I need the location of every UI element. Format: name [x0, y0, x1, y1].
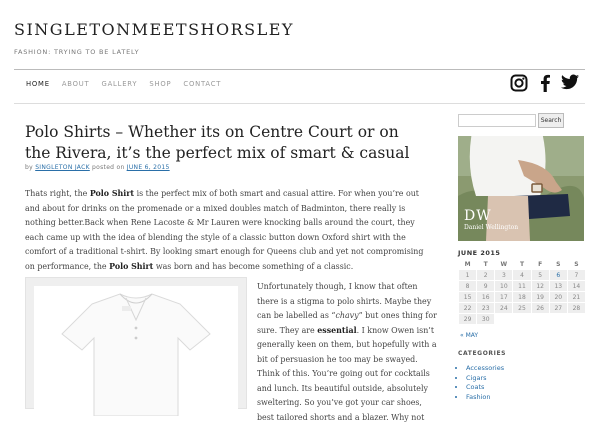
- nav-item-about[interactable]: ABOUT: [61, 80, 90, 88]
- calendar-day: 23: [477, 303, 495, 314]
- twitter-icon[interactable]: [561, 74, 579, 90]
- calendar-day: 14: [567, 281, 585, 292]
- sidebar-ad-photo[interactable]: [458, 136, 584, 241]
- facebook-icon[interactable]: [539, 74, 551, 92]
- calendar-day: 12: [531, 281, 549, 292]
- categories-list: [458, 364, 504, 402]
- meta-by: by: [25, 164, 33, 171]
- text-segment: Unfortunately though, I know that often there is a stigma to polo shirts. Maybe they can be labelled as “: [257, 282, 432, 320]
- calendar-day: 4: [513, 270, 531, 281]
- calendar-day: 30: [477, 314, 495, 325]
- calendar-day-header: W: [500, 260, 508, 268]
- calendar-title: JUNE 2015: [458, 249, 501, 257]
- text-segment: Thats right, the: [25, 189, 90, 198]
- search-input[interactable]: [458, 114, 536, 127]
- text-segment: Polo Shirt: [109, 261, 154, 271]
- calendar-day: 10: [495, 281, 513, 292]
- nav-item-contact[interactable]: CONTACT: [183, 80, 222, 88]
- calendar-blank: [495, 314, 513, 325]
- calendar-prev-link[interactable]: « MAY: [460, 332, 479, 339]
- calendar-day: 21: [567, 292, 585, 303]
- post-continued: [257, 280, 437, 425]
- meta-posted: posted on: [92, 164, 125, 171]
- calendar-day-header: F: [538, 260, 543, 268]
- text-segment: ” but ones thing for sure. They are: [257, 311, 437, 335]
- calendar-day-header: S: [556, 260, 561, 268]
- text-segment: Polo Shirt: [89, 189, 135, 198]
- calendar-day[interactable]: 6: [549, 270, 567, 281]
- categories-title: CATEGORIES: [458, 350, 507, 357]
- calendar-day: 20: [549, 292, 567, 303]
- calendar-day: 15: [459, 292, 477, 303]
- post-intro: [25, 187, 435, 274]
- calendar-day: 2: [477, 270, 495, 281]
- calendar-day-header: T: [519, 260, 525, 268]
- site-tagline: FASHION: TRYING TO BE LATELY: [14, 48, 140, 56]
- calendar-blank: [567, 314, 585, 325]
- text-segment: was born and has become something of a classic.: [153, 261, 354, 271]
- nav-divider-top: [14, 69, 585, 70]
- calendar-day: 17: [495, 292, 513, 303]
- text-segment: essential: [317, 325, 357, 335]
- nav-item-gallery[interactable]: GALLERY: [101, 80, 138, 88]
- calendar-day: 22: [459, 303, 477, 314]
- nav-divider-bottom: [14, 103, 585, 104]
- calendar-day: 24: [495, 303, 513, 314]
- calendar-day: 28: [567, 303, 585, 314]
- calendar-day-header: M: [464, 260, 471, 268]
- calendar-day: 27: [549, 303, 567, 314]
- text-segment: is the perfect mix of both smart and casual attire. For when you’re out and about for drinks on the promenade or a mixed doubles match of Badminton, there really is nothing better.Back when Rene Lacoste & Mr Lauren were knocking balls around the court, they each came up with the idea of blending the style of a classic button down Oxford shirt with the comfort of a traditional t-shirt. By looking smart enough for Queens club and yet not compromising on performance, the: [25, 189, 424, 271]
- text-segment: . I know Owen isn’t generally keen on them, but hopefully with a bit of persuasion he too may be swayed. Think of this. You’re going out for cocktails and lunch. Its beautiful outside, absolutely sweltering. So you’ve got your car shoes, best tailored shorts and a blazer. Why not: [257, 325, 437, 422]
- nav-item-home[interactable]: HOME: [26, 80, 50, 88]
- category-link[interactable]: • Coats: [466, 383, 504, 393]
- date-link[interactable]: JUNE 6, 2015: [126, 164, 170, 171]
- calendar-day: 19: [531, 292, 549, 303]
- post-meta: [25, 164, 170, 171]
- calendar-day: 11: [513, 281, 531, 292]
- calendar-day: 16: [477, 292, 495, 303]
- calendar-day: 9: [477, 281, 495, 292]
- calendar-day: 13: [549, 281, 567, 292]
- author-link[interactable]: SINGLETON JACK: [35, 164, 90, 171]
- instagram-icon[interactable]: [510, 74, 528, 92]
- calendar-day-header: T: [483, 260, 488, 268]
- post-title[interactable]: Polo Shirts – Whether its on Centre Court or on the Rivera, it’s the perfect mix of smart & casual: [25, 123, 410, 162]
- text-segment: chavy: [335, 311, 359, 320]
- search-button[interactable]: Search: [538, 113, 564, 128]
- calendar-day: 7: [567, 270, 585, 281]
- photo-logo-name: Daniel Wellington: [464, 224, 519, 231]
- main-nav: [26, 80, 221, 88]
- calendar-day: 29: [459, 314, 477, 325]
- calendar-blank: [531, 314, 549, 325]
- calendar-day: 1: [459, 270, 477, 281]
- polo-shirt-image: [25, 277, 247, 409]
- calendar-day: 26: [531, 303, 549, 314]
- category-link[interactable]: • Cigars: [466, 374, 504, 384]
- calendar-blank: [549, 314, 567, 325]
- calendar: [458, 259, 586, 325]
- calendar-day: 25: [513, 303, 531, 314]
- calendar-day: 18: [513, 292, 531, 303]
- nav-item-shop[interactable]: SHOP: [149, 80, 172, 88]
- site-title[interactable]: SINGLETONMEETSHORSLEY: [14, 20, 294, 39]
- calendar-day: 8: [459, 281, 477, 292]
- calendar-day: 3: [495, 270, 513, 281]
- category-link[interactable]: • Accessories: [466, 364, 504, 374]
- photo-logo: [464, 208, 518, 231]
- calendar-blank: [513, 314, 531, 325]
- photo-logo-mono: DW: [464, 208, 492, 224]
- calendar-day: 5: [531, 270, 549, 281]
- calendar-day-header: S: [574, 260, 579, 268]
- category-link[interactable]: • Fashion: [466, 393, 504, 403]
